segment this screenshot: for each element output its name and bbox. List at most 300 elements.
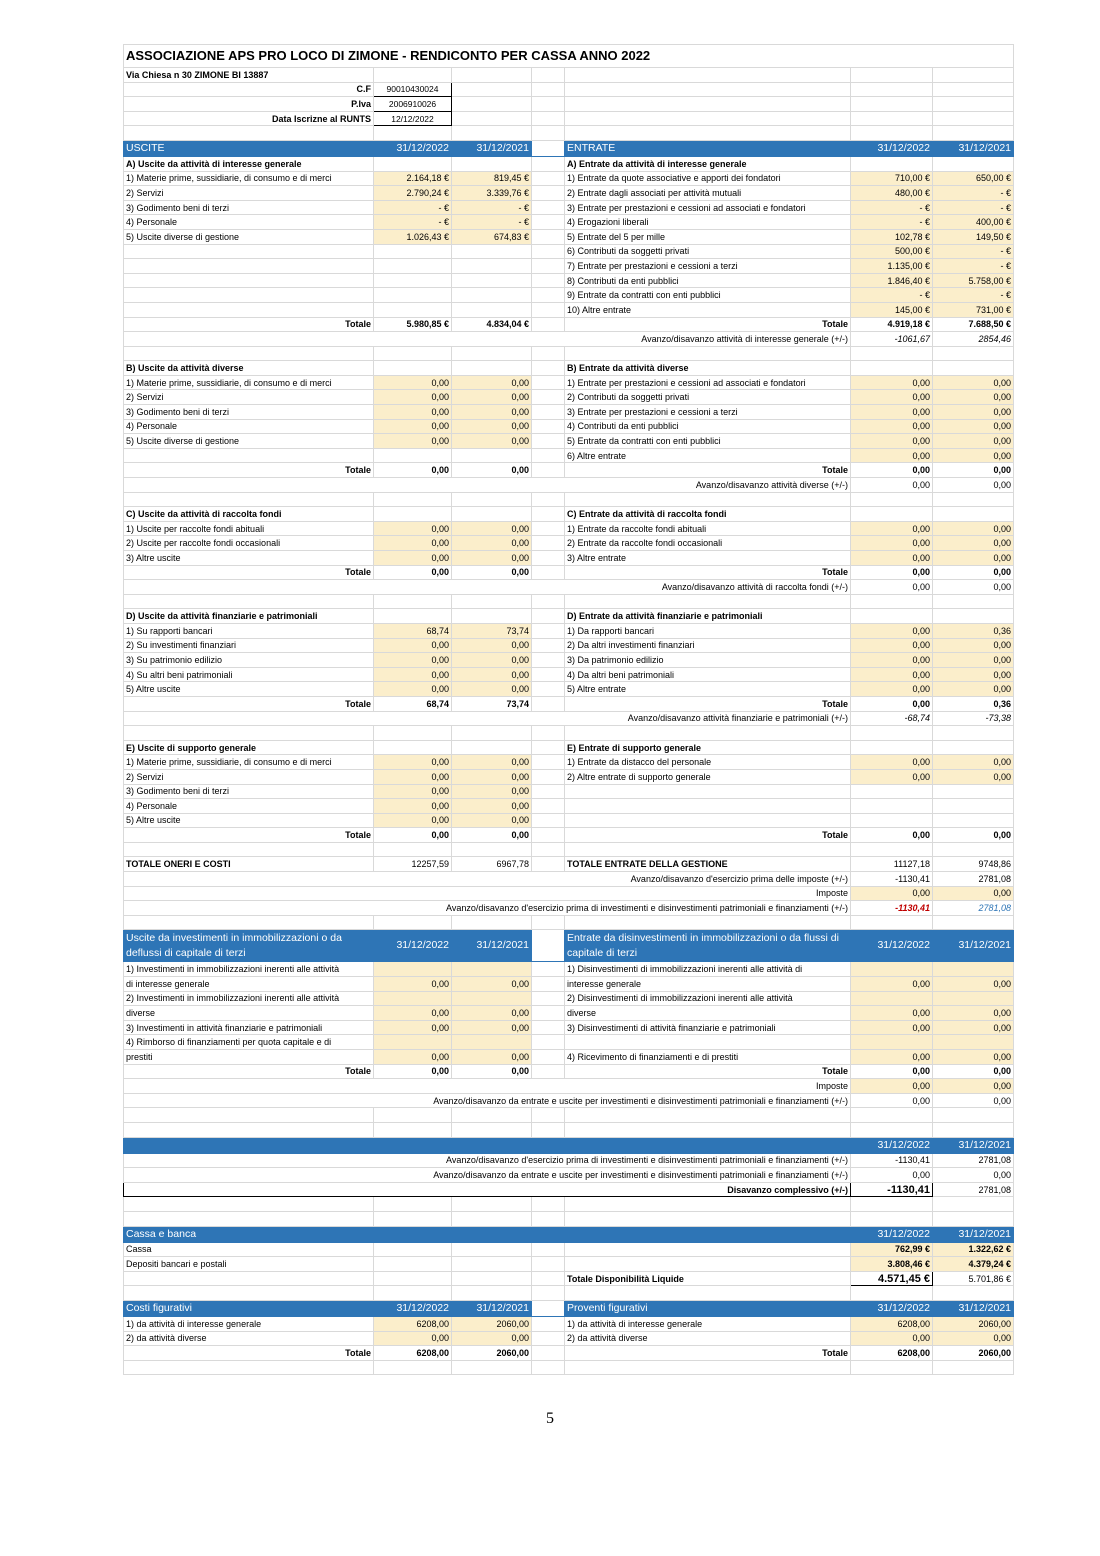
- totale-oneri-2022: 12257,59: [374, 857, 452, 872]
- empty-cell: [933, 784, 1014, 799]
- depositi-2021: 4.379,24 €: [933, 1257, 1014, 1272]
- summary-2021: 0,00: [933, 1168, 1014, 1183]
- section-title: D) Uscite da attività finanziarie e patrimoniali: [124, 609, 374, 624]
- col-2022: 31/12/2022: [374, 140, 452, 156]
- empty-cell: [933, 97, 1014, 112]
- invest-2021: 0,00: [452, 1006, 532, 1021]
- uscita-2022: 0,00: [374, 653, 452, 668]
- uscita-2021: 0,00: [452, 755, 532, 770]
- empty-cell: [374, 68, 452, 83]
- totale-label: Totale: [124, 828, 374, 843]
- entrata-2021: 650,00 €: [933, 171, 1014, 186]
- avanzo-label: Avanzo/disavanzo attività di raccolta fondi (+/-): [124, 580, 851, 595]
- entrata-2022: 0,00: [851, 638, 933, 653]
- entrata-2022: 0,00: [851, 448, 933, 463]
- uscita-label: 3) Godimento beni di terzi: [124, 784, 374, 799]
- sheet-row: [124, 140, 1014, 156]
- sheet-row: [124, 623, 1014, 638]
- invest-2022: 0,00: [374, 1050, 452, 1065]
- sheet-row: [124, 317, 1014, 332]
- totale-label: Totale: [124, 317, 374, 332]
- totale-label: Totale: [565, 1346, 851, 1361]
- sheet-row: [124, 740, 1014, 755]
- empty-cell: [933, 726, 1014, 741]
- piva-label: P.Iva: [124, 97, 374, 112]
- section-title: E) Uscite di supporto generale: [124, 740, 374, 755]
- empty-cell: [452, 507, 532, 522]
- empty-cell: [851, 1035, 933, 1050]
- sheet-row: [124, 1242, 1014, 1257]
- empty-cell: [452, 448, 532, 463]
- entrata-label: 2) Contributi da soggetti privati: [565, 390, 851, 405]
- empty-cell: [532, 361, 565, 376]
- uscita-2022: - €: [374, 215, 452, 230]
- sheet-row: [124, 200, 1014, 215]
- col-2021: 31/12/2021: [452, 930, 532, 962]
- totale-uscite-2022: 0,00: [374, 463, 452, 478]
- totale-uscite-2022: 0,00: [374, 828, 452, 843]
- totale-label: Totale: [565, 463, 851, 478]
- entrata-2021: 5.758,00 €: [933, 273, 1014, 288]
- entrata-2022: - €: [851, 288, 933, 303]
- entrata-label: 8) Contributi da enti pubblici: [565, 273, 851, 288]
- entrata-2022: 0,00: [851, 769, 933, 784]
- sheet-row: [124, 288, 1014, 303]
- sheet-row: [124, 726, 1014, 741]
- empty-cell: [851, 126, 933, 141]
- avanzo-2022: -68,74: [851, 711, 933, 726]
- costo-2021: 2060,00: [452, 1316, 532, 1331]
- entrata-2022: 0,00: [851, 653, 933, 668]
- disponibilita-2022: 4.571,45 €: [851, 1271, 933, 1286]
- imposte-2021: 0,00: [933, 1079, 1014, 1094]
- totale-entrate-2021: 0,36: [933, 696, 1014, 711]
- uscita-label: 5) Uscite diverse di gestione: [124, 229, 374, 244]
- uscita-2021: 0,00: [452, 536, 532, 551]
- empty-cell: [532, 1197, 565, 1212]
- entrata-2021: - €: [933, 200, 1014, 215]
- empty-cell: [851, 991, 933, 1006]
- disavanzo-2021: 2781,08: [933, 1182, 1014, 1197]
- disinvest-2021: 0,00: [933, 977, 1014, 992]
- sheet-row: [124, 682, 1014, 697]
- entrata-2022: 0,00: [851, 623, 933, 638]
- invest-uscite-header: Uscite da investimenti in immobilizzazioni o da deflussi di capitale di terzi: [124, 930, 374, 962]
- disponibilita-label: Totale Disponibilità Liquide: [565, 1271, 851, 1286]
- empty-cell: [374, 492, 452, 507]
- uscita-2021: 0,00: [452, 638, 532, 653]
- sheet-row: [124, 842, 1014, 857]
- empty-cell: [124, 1286, 374, 1301]
- empty-cell: [532, 638, 565, 653]
- empty-cell: [532, 726, 565, 741]
- entrata-label: 3) Entrate per prestazioni e cessioni a terzi: [565, 405, 851, 420]
- empty-cell: [452, 346, 532, 361]
- empty-cell: [532, 696, 565, 711]
- disinvest-2021: 0,00: [933, 1020, 1014, 1035]
- empty-cell: [532, 1108, 565, 1123]
- empty-cell: [374, 259, 452, 274]
- entrata-2021: 0,00: [933, 653, 1014, 668]
- uscita-2022: 0,00: [374, 536, 452, 551]
- summary-label: Avanzo/disavanzo d'esercizio prima di investimenti e disinvestimenti patrimoniali e finanziamenti (+/-): [124, 1153, 851, 1168]
- empty-cell: [933, 82, 1014, 97]
- cassa-2022: 762,99 €: [851, 1242, 933, 1257]
- empty-cell: [851, 361, 933, 376]
- totale-uscite-2022: 68,74: [374, 696, 452, 711]
- empty-cell: [452, 594, 532, 609]
- uscita-label: 4) Personale: [124, 419, 374, 434]
- entrata-2022: 1.846,40 €: [851, 273, 933, 288]
- empty-cell: [532, 536, 565, 551]
- provento-label: 2) da attività diverse: [565, 1331, 851, 1346]
- empty-cell: [374, 1108, 452, 1123]
- empty-cell: [452, 1108, 532, 1123]
- uscita-label: 2) Su investimenti finanziari: [124, 638, 374, 653]
- empty-cell: [851, 1122, 933, 1137]
- sheet-row: [124, 1271, 1014, 1286]
- disinvest-2022: 0,00: [851, 977, 933, 992]
- uscita-2021: 0,00: [452, 521, 532, 536]
- entrata-2022: 0,00: [851, 375, 933, 390]
- empty-cell: [374, 507, 452, 522]
- totale-entrate-2021: 9748,86: [933, 857, 1014, 872]
- empty-cell: [452, 962, 532, 977]
- sheet-row: [124, 977, 1014, 992]
- sheet-row: [124, 580, 1014, 595]
- empty-cell: [374, 346, 452, 361]
- sheet-row: [124, 302, 1014, 317]
- cassa-header: Cassa e banca: [124, 1226, 851, 1242]
- empty-cell: [532, 842, 565, 857]
- uscita-label: 3) Godimento beni di terzi: [124, 405, 374, 420]
- empty-cell: [565, 1360, 851, 1375]
- empty-cell: [532, 565, 565, 580]
- summary-header: [124, 1137, 851, 1153]
- col-2021: 31/12/2021: [933, 1300, 1014, 1316]
- empty-cell: [933, 1035, 1014, 1050]
- sheet-row: [124, 594, 1014, 609]
- entrata-2021: 0,00: [933, 405, 1014, 420]
- empty-cell: [565, 1108, 851, 1123]
- entrata-2022: 102,78 €: [851, 229, 933, 244]
- totale-costi-2022: 6208,00: [374, 1346, 452, 1361]
- uscita-2022: 0,00: [374, 551, 452, 566]
- empty-cell: [452, 915, 532, 930]
- totale-proventi-2022: 6208,00: [851, 1346, 933, 1361]
- empty-cell: [565, 1035, 851, 1050]
- empty-cell: [124, 126, 374, 141]
- uscita-label: 4) Personale: [124, 799, 374, 814]
- totale-oneri-label: TOTALE ONERI E COSTI: [124, 857, 374, 872]
- empty-cell: [124, 1271, 374, 1286]
- avanzo-imposte-2022: -1130,41: [851, 872, 933, 887]
- invest-2022: 0,00: [374, 1020, 452, 1035]
- entrate-header: ENTRATE: [565, 140, 851, 156]
- costo-2022: 6208,00: [374, 1316, 452, 1331]
- avanzo-2022: 0,00: [851, 478, 933, 493]
- uscita-2021: 0,00: [452, 769, 532, 784]
- avanzo-label: Avanzo/disavanzo attività finanziarie e patrimoniali (+/-): [124, 711, 851, 726]
- empty-cell: [933, 126, 1014, 141]
- empty-cell: [124, 1122, 374, 1137]
- entrata-2022: 0,00: [851, 405, 933, 420]
- empty-cell: [124, 244, 374, 259]
- uscita-2022: 0,00: [374, 813, 452, 828]
- entrata-2022: 0,00: [851, 536, 933, 551]
- totale-label: Totale: [565, 1064, 851, 1079]
- empty-cell: [124, 1108, 374, 1123]
- imposte-label: Imposte: [124, 1079, 851, 1094]
- sheet-row: [124, 784, 1014, 799]
- empty-cell: [532, 594, 565, 609]
- entrata-2022: 0,00: [851, 551, 933, 566]
- empty-cell: [532, 977, 565, 992]
- empty-cell: [374, 726, 452, 741]
- empty-cell: [532, 1257, 565, 1272]
- totale-uscite-2021: 0,00: [452, 828, 532, 843]
- uscita-2021: - €: [452, 200, 532, 215]
- sheet-row: [124, 1182, 1014, 1197]
- empty-cell: [124, 915, 374, 930]
- empty-cell: [374, 962, 452, 977]
- section-title: C) Entrate da attività di raccolta fondi: [565, 507, 851, 522]
- empty-cell: [532, 1006, 565, 1021]
- empty-cell: [532, 215, 565, 230]
- sheet-row: [124, 492, 1014, 507]
- empty-cell: [851, 1108, 933, 1123]
- empty-cell: [532, 962, 565, 977]
- sheet-row: [124, 696, 1014, 711]
- empty-cell: [532, 1300, 565, 1316]
- empty-cell: [532, 915, 565, 930]
- empty-cell: [532, 463, 565, 478]
- entrata-2021: 0,00: [933, 769, 1014, 784]
- entrata-2022: 500,00 €: [851, 244, 933, 259]
- empty-cell: [374, 991, 452, 1006]
- sheet-row: [124, 828, 1014, 843]
- disinvest-2021: 0,00: [933, 1050, 1014, 1065]
- empty-cell: [452, 991, 532, 1006]
- sheet-row: [124, 1360, 1014, 1375]
- empty-cell: [532, 784, 565, 799]
- empty-cell: [532, 1346, 565, 1361]
- empty-cell: [532, 448, 565, 463]
- uscita-label: 4) Su altri beni patrimoniali: [124, 667, 374, 682]
- disinvest-2022: 0,00: [851, 1006, 933, 1021]
- entrata-2021: 0,00: [933, 667, 1014, 682]
- entrata-label: 6) Altre entrate: [565, 448, 851, 463]
- disinvest-label: interesse generale: [565, 977, 851, 992]
- uscita-2022: 2.164,18 €: [374, 171, 452, 186]
- sheet-row: [124, 390, 1014, 405]
- uscita-2021: 0,00: [452, 682, 532, 697]
- section-title: B) Entrate da attività diverse: [565, 361, 851, 376]
- empty-cell: [124, 842, 374, 857]
- empty-cell: [933, 991, 1014, 1006]
- empty-cell: [532, 171, 565, 186]
- uscita-2022: 0,00: [374, 799, 452, 814]
- entrata-2021: 0,00: [933, 419, 1014, 434]
- empty-cell: [532, 259, 565, 274]
- sheet-row: [124, 1093, 1014, 1108]
- empty-cell: [565, 1286, 851, 1301]
- entrata-2022: 0,00: [851, 434, 933, 449]
- empty-cell: [933, 740, 1014, 755]
- empty-cell: [532, 623, 565, 638]
- sheet-row: [124, 1050, 1014, 1065]
- disavanzo-2022: -1130,41: [851, 1182, 933, 1197]
- empty-cell: [452, 97, 532, 112]
- entrata-label: 4) Erogazioni liberali: [565, 215, 851, 230]
- entrata-2022: 0,00: [851, 682, 933, 697]
- empty-cell: [933, 594, 1014, 609]
- empty-cell: [565, 1242, 851, 1257]
- totale-uscite-2021: 0,00: [452, 565, 532, 580]
- empty-cell: [851, 82, 933, 97]
- totale-oneri-2021: 6967,78: [452, 857, 532, 872]
- empty-cell: [532, 97, 565, 112]
- sheet-row: [124, 1226, 1014, 1242]
- empty-cell: [851, 111, 933, 126]
- sheet-row: [124, 536, 1014, 551]
- entrata-2021: - €: [933, 244, 1014, 259]
- invest-2021: 0,00: [452, 977, 532, 992]
- sheet-row: [124, 857, 1014, 872]
- avanzo-invest-2022: -1130,41: [851, 901, 933, 916]
- totale-label: Totale: [124, 1346, 374, 1361]
- page-number: 5: [546, 1410, 554, 1427]
- totale-proventi-2021: 2060,00: [933, 1346, 1014, 1361]
- invest-label: prestiti: [124, 1050, 374, 1065]
- sheet-row: [124, 463, 1014, 478]
- costi-figurativi-header: Costi figurativi: [124, 1300, 374, 1316]
- entrata-label: 4) Da altri beni patrimoniali: [565, 667, 851, 682]
- costo-label: 1) da attività di interesse generale: [124, 1316, 374, 1331]
- empty-cell: [532, 682, 565, 697]
- empty-cell: [532, 1064, 565, 1079]
- sheet-row: [124, 45, 1014, 68]
- empty-cell: [933, 1108, 1014, 1123]
- col-2022: 31/12/2022: [851, 1300, 933, 1316]
- entrata-label: 4) Contributi da enti pubblici: [565, 419, 851, 434]
- empty-cell: [374, 361, 452, 376]
- empty-cell: [565, 1197, 851, 1212]
- empty-cell: [452, 1271, 532, 1286]
- uscita-2022: - €: [374, 200, 452, 215]
- empty-cell: [452, 1122, 532, 1137]
- uscita-2021: 0,00: [452, 434, 532, 449]
- empty-cell: [374, 594, 452, 609]
- piva-value: 2006910026: [374, 97, 452, 112]
- empty-cell: [851, 962, 933, 977]
- empty-cell: [851, 813, 933, 828]
- rendiconto-sheet: [123, 44, 1014, 1375]
- empty-cell: [851, 915, 933, 930]
- sheet-row: [124, 551, 1014, 566]
- sheet-row: [124, 1331, 1014, 1346]
- uscita-label: 1) Uscite per raccolte fondi abituali: [124, 521, 374, 536]
- avanzo-invest-2021: 2781,08: [933, 901, 1014, 916]
- uscita-label: 3) Godimento beni di terzi: [124, 200, 374, 215]
- empty-cell: [532, 1050, 565, 1065]
- empty-cell: [933, 813, 1014, 828]
- sheet-row: [124, 872, 1014, 887]
- empty-cell: [532, 288, 565, 303]
- imposte-2022: 0,00: [851, 1079, 933, 1094]
- entrata-2021: 0,00: [933, 521, 1014, 536]
- section-title: B) Uscite da attività diverse: [124, 361, 374, 376]
- uscita-2022: 0,00: [374, 682, 452, 697]
- cassa-2021: 1.322,62 €: [933, 1242, 1014, 1257]
- totale-entrate-2022: 0,00: [851, 828, 933, 843]
- totale-disinvest-2021: 0,00: [933, 1064, 1014, 1079]
- empty-cell: [565, 1211, 851, 1226]
- provento-2021: 2060,00: [933, 1316, 1014, 1331]
- sheet-row: [124, 375, 1014, 390]
- uscita-2022: 0,00: [374, 405, 452, 420]
- empty-cell: [452, 82, 532, 97]
- uscita-2022: 0,00: [374, 521, 452, 536]
- col-2021: 31/12/2021: [933, 1137, 1014, 1153]
- summary-label: Avanzo/disavanzo da entrate e uscite per investimenti e disinvestimenti patrimoniali e finanziamenti (+/-): [124, 1168, 851, 1183]
- disponibilita-2021: 5.701,86 €: [933, 1271, 1014, 1286]
- col-2022: 31/12/2022: [851, 930, 933, 962]
- empty-cell: [532, 317, 565, 332]
- empty-cell: [565, 111, 851, 126]
- entrata-label: 3) Altre entrate: [565, 551, 851, 566]
- empty-cell: [532, 111, 565, 126]
- avanzo-invest-2021: 0,00: [933, 1093, 1014, 1108]
- entrata-2021: 0,36: [933, 623, 1014, 638]
- provento-2021: 0,00: [933, 1331, 1014, 1346]
- totale-uscite-2021: 0,00: [452, 463, 532, 478]
- totale-uscite-2021: 73,74: [452, 696, 532, 711]
- empty-cell: [565, 492, 851, 507]
- entrata-2021: 731,00 €: [933, 302, 1014, 317]
- document-title: ASSOCIAZIONE APS PRO LOCO DI ZIMONE - RENDICONTO PER CASSA ANNO 2022: [124, 45, 1014, 68]
- empty-cell: [532, 857, 565, 872]
- sheet-row: [124, 434, 1014, 449]
- invest-label: 1) Investimenti in immobilizzazioni inerenti alle attività: [124, 962, 374, 977]
- sheet-row: [124, 565, 1014, 580]
- empty-cell: [532, 1035, 565, 1050]
- empty-cell: [452, 740, 532, 755]
- entrata-label: 5) Entrate da contratti con enti pubblici: [565, 434, 851, 449]
- sheet-row: [124, 1197, 1014, 1212]
- uscita-label: 1) Su rapporti bancari: [124, 623, 374, 638]
- empty-cell: [933, 492, 1014, 507]
- empty-cell: [124, 1197, 374, 1212]
- empty-cell: [532, 140, 565, 156]
- uscita-label: 2) Servizi: [124, 769, 374, 784]
- sheet-row: [124, 1108, 1014, 1123]
- entrata-label: 1) Entrate da raccolte fondi abituali: [565, 521, 851, 536]
- empty-cell: [452, 1242, 532, 1257]
- empty-cell: [565, 68, 851, 83]
- sheet-row: [124, 653, 1014, 668]
- entrata-label: 3) Da patrimonio edilizio: [565, 653, 851, 668]
- sheet-row: [124, 171, 1014, 186]
- invest-2021: 0,00: [452, 1050, 532, 1065]
- empty-cell: [452, 492, 532, 507]
- sheet-row: [124, 507, 1014, 522]
- uscita-2021: 0,00: [452, 653, 532, 668]
- invest-2022: 0,00: [374, 977, 452, 992]
- invest-entrate-header: Entrate da disinvestimenti in immobilizzazioni o da flussi di capitale di terzi: [565, 930, 851, 962]
- totale-label: Totale: [124, 463, 374, 478]
- sheet-row: [124, 405, 1014, 420]
